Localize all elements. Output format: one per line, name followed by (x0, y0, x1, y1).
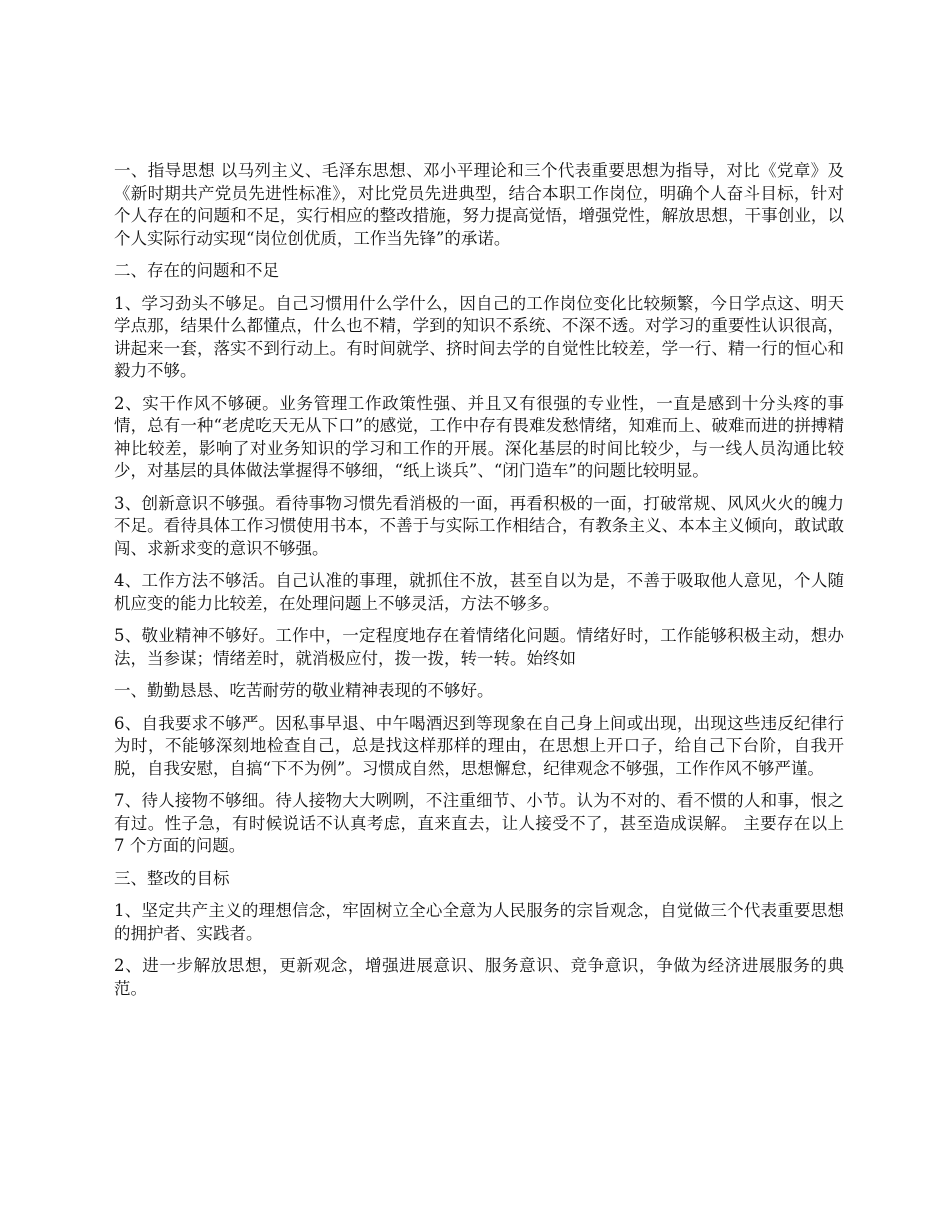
paragraph-problem-2: 2、实干作风不够硬。业务管理工作政策性强、并且又有很强的专业性，一直是感到十分头疼的事情，总有一种“老虎吃天无从下口”的感觉，工作中存有畏难发愁情绪，知难而上、破难而进的拼搏精神比较差，影响了对业务知识的学习和工作的开展。深化基层的时间比较少，与一线人员沟通比较少，对基层的具体做法掌握得不够细，“纸上谈兵”、“闭门造车”的问题比较明显。 (114, 393, 844, 480)
paragraph-goal-2: 2、进一步解放思想，更新观念，增强进展意识、服务意识、竞争意识，争做为经济进展服务的典范。 (114, 956, 844, 998)
paragraph-problem-1: 1、学习劲头不够足。自己习惯用什么学什么，因自己的工作岗位变化比较频繁，今日学点这、明天学点那，结果什么都懂点，什么也不精，学到的知识不系统、不深不透。对学习的重要性认识很高，讲起来一套，落实不到行动上。有时间就学、挤时间去学的自觉性比较差，学一行、精一行的恒心和毅力不够。 (114, 293, 844, 380)
paragraph-problem-4: 4、工作方法不够活。自己认准的事理，就抓住不放，甚至自以为是，不善于吸取他人意见，个人随机应变的能力比较差，在处理问题上不够灵活，方法不够多。 (114, 571, 844, 613)
document-page (114, 160, 844, 1010)
section-heading-goals: 三、整改的目标 (114, 868, 230, 888)
paragraph-guiding-ideology: 一、指导思想 以马列主义、毛泽东思想、邓小平理论和三个代表重要思想为指导，对比《党章》及《新时期共产党员先进性标准》，对比党员先进典型，结合本职工作岗位，明确个人奋斗目标，针对个人存在的问题和不足，实行相应的整改措施，努力提高觉悟，增强党性，解放思想，干事创业，以个人实际行动实现“岗位创优质，工作当先锋”的承诺。 (114, 161, 844, 248)
section-heading-problems: 二、存在的问题和不足 (114, 261, 279, 280)
paragraph-problem-3: 3、创新意识不够强。看待事物习惯先看消极的一面，再看积极的一面，打破常规、风风火火的魄力不足。看待具体工作习惯使用书本，不善于与实际工作相结合，有教条主义、本本主义倾向，敢试敢闯、求新求变的意识不够强。 (114, 493, 844, 558)
paragraph-problem-5-continued: 一、勤勤恳恳、吃苦耐劳的敬业精神表现的不够好。 (114, 681, 494, 700)
paragraph-goal-1: 1、坚定共产主义的理想信念，牢固树立全心全意为人民服务的宗旨观念，自觉做三个代表重要思想的拥护者、实践者。 (114, 901, 844, 943)
paragraph-problem-7: 7、待人接物不够细。待人接物大大咧咧，不注重细节、小节。认为不对的、看不惯的人和事，恨之有过。性子急，有时候说话不认真考虑，直来直去，让人接受不了，甚至造成误解。 主要存在以上 7 个方面的问题。 (114, 791, 844, 855)
paragraph-problem-6: 6、自我要求不够严。因私事早退、中午喝酒迟到等现象在自己身上间或出现，出现这些违反纪律行为时，不能够深刻地检查自己，总是找这样那样的理由，在思想上开口子，给自己下台阶，自我开脱，自我安慰，自搞“下不为例”。习惯成自然，思想懈怠，纪律观念不够强，工作作风不够严谨。 (114, 713, 844, 778)
paragraph-problem-5: 5、敬业精神不够好。工作中，一定程度地存在着情绪化问题。情绪好时，工作能够积极主动，想办法，当参谋；情绪差时，就消极应付，拨一拨，转一转。始终如 (114, 626, 844, 668)
